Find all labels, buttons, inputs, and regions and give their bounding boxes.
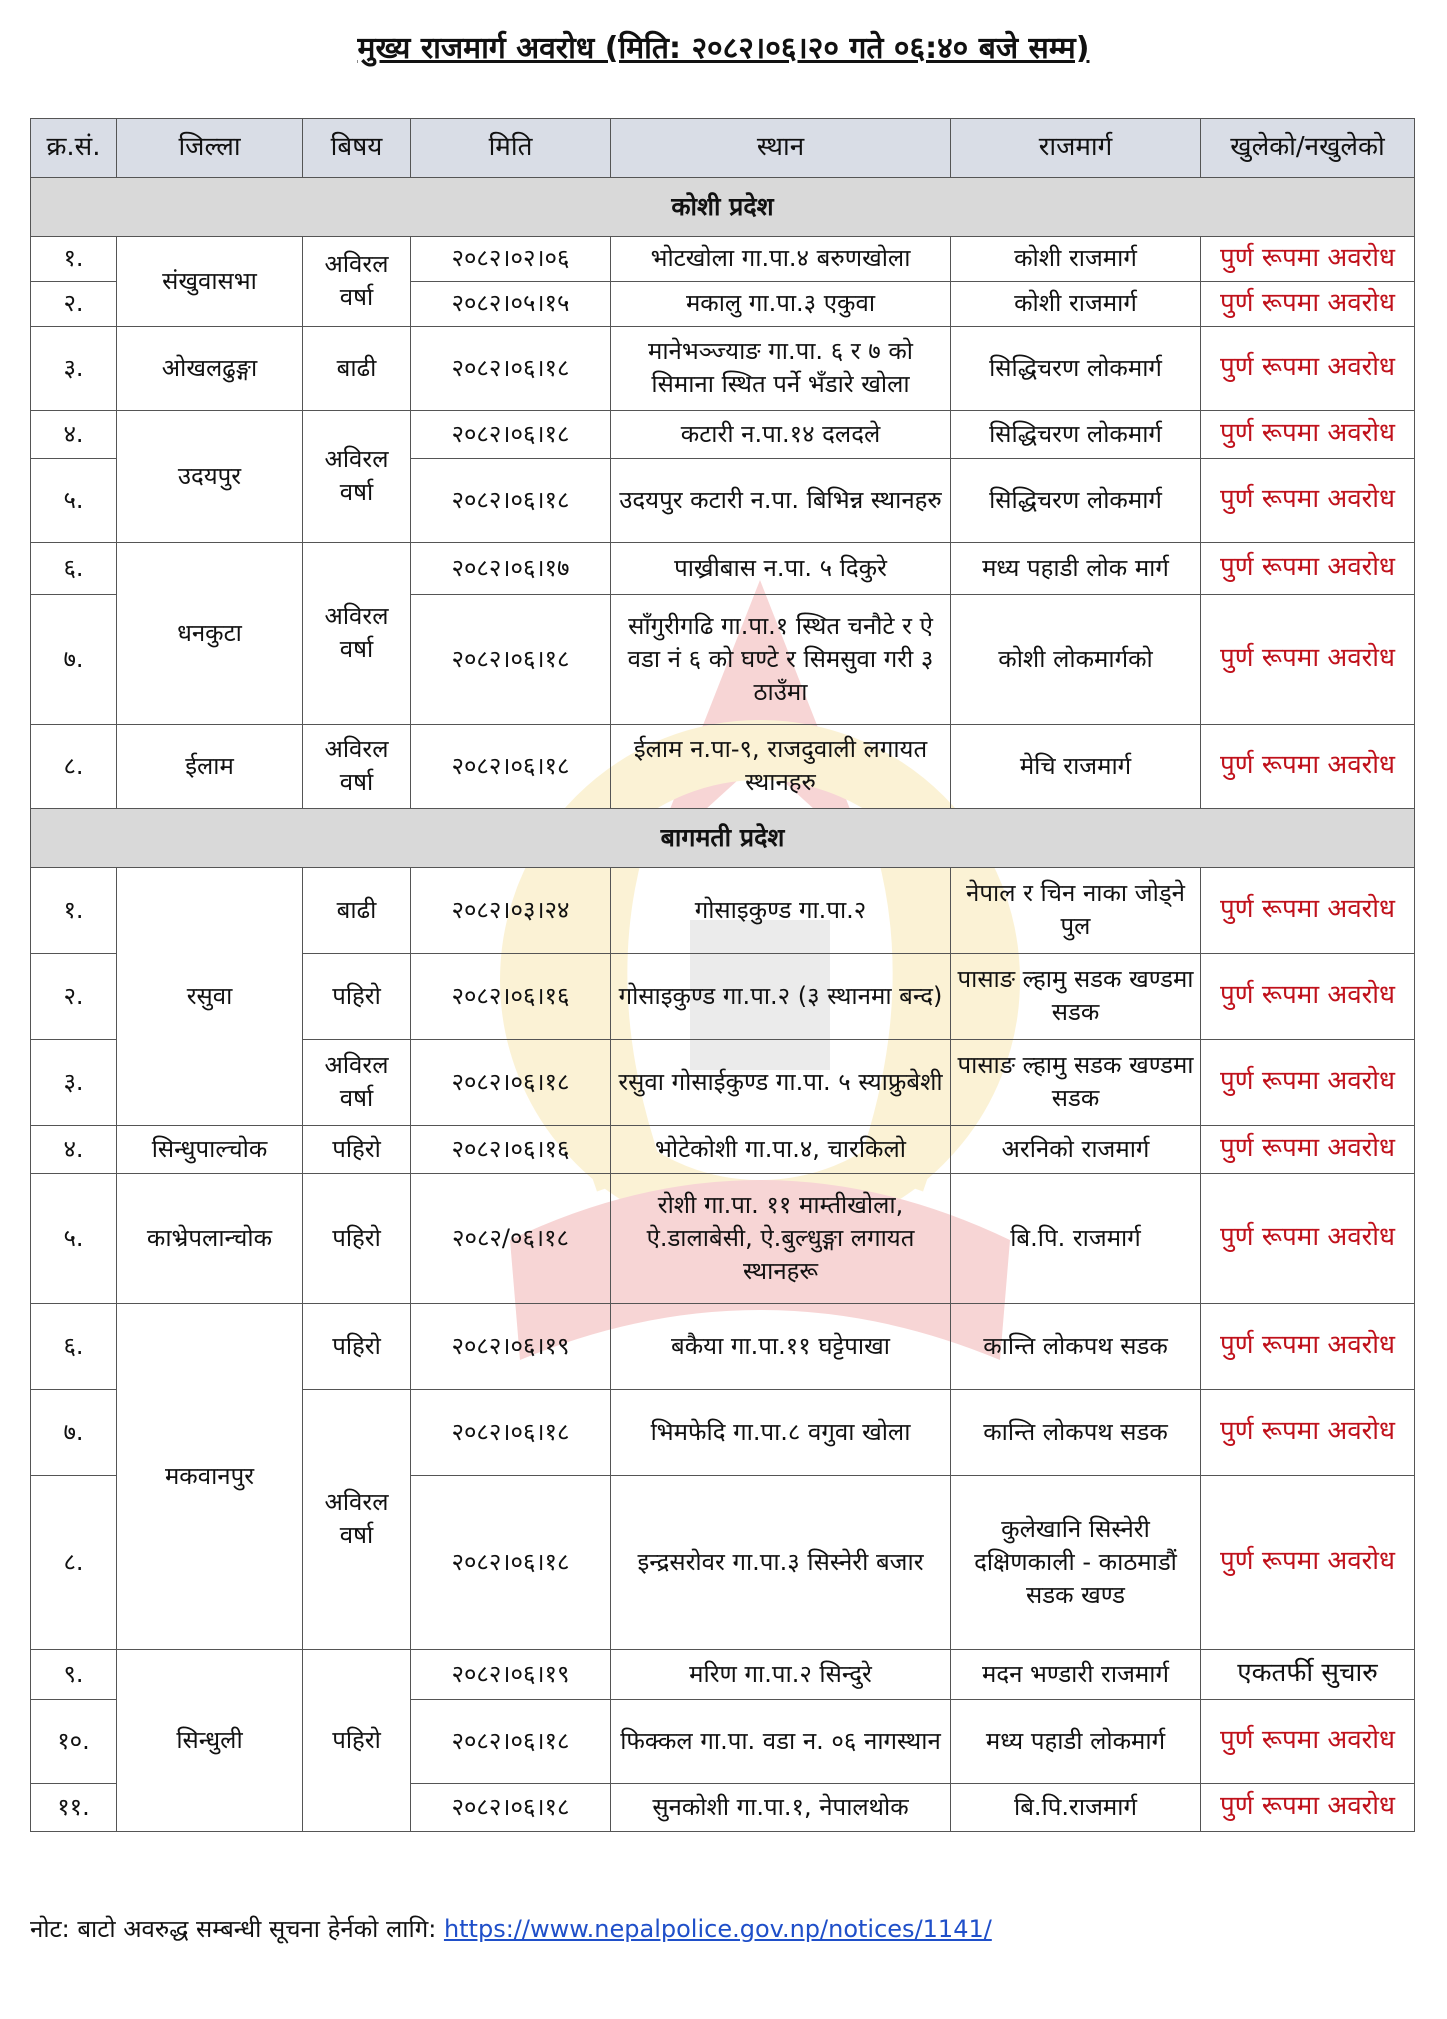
cell-place: भोटखोला गा.पा.४ बरुणखोला [611,237,951,282]
cell-highway: सिद्धिचरण लोकमार्ग [951,458,1201,542]
cell-date: २०८२।०२।०६ [411,237,611,282]
cell-place: रसुवा गोसाईकुण्ड गा.पा. ५ स्याफ्रुबेशी [611,1039,951,1125]
table-row [31,542,1415,594]
cell-status: पुर्ण रूपमा अवरोध [1201,1303,1415,1389]
cell-highway: सिद्धिचरण लोकमार्ग [951,326,1201,410]
cell-serial: ८. [31,724,117,808]
cell-status: पुर्ण रूपमा अवरोध [1201,1475,1415,1649]
cell-serial: ४. [31,410,117,458]
cell-place: मकालु गा.पा.३ एकुवा [611,281,951,326]
cell-place: कटारी न.पा.१४ दलदले [611,410,951,458]
table-row [31,1173,1415,1303]
header-place: स्थान [611,119,951,178]
cell-status: पुर्ण रूपमा अवरोध [1201,237,1415,282]
cell-district: मकवानपुर [117,1303,303,1649]
cell-serial: २. [31,953,117,1039]
cell-status: पुर्ण रूपमा अवरोध [1201,1173,1415,1303]
cell-district: ओखलढुङ्गा [117,326,303,410]
cell-highway: अरनिको राजमार्ग [951,1125,1201,1173]
cell-district: धनकुटा [117,542,303,724]
table-row [31,867,1415,953]
cell-subject: अविरल वर्षा [303,724,411,808]
cell-highway: मध्य पहाडी लोकमार्ग [951,1699,1201,1783]
cell-status: पुर्ण रूपमा अवरोध [1201,1125,1415,1173]
cell-highway: कुलेखानि सिस्नेरी दक्षिणकाली - काठमाडौं सडक खण्ड [951,1475,1201,1649]
table-row [31,724,1415,808]
cell-highway: पासाङ ल्हामु सडक खण्डमा सडक [951,953,1201,1039]
cell-subject: अविरल वर्षा [303,237,411,327]
table-row [31,1649,1415,1699]
header-district: जिल्ला [117,119,303,178]
cell-district: काभ्रेपलान्चोक [117,1173,303,1303]
cell-place: ईलाम न.पा-९, राजदुवाली लगायत स्थानहरु [611,724,951,808]
cell-place: भिमफेदि गा.पा.८ वगुवा खोला [611,1389,951,1475]
cell-place: गोसाइकुण्ड गा.पा.२ [611,867,951,953]
note-text: नोट: बाटो अवरुद्ध सम्बन्धी सूचना हेर्नको लागि: [30,1915,444,1943]
page-title: मुख्य राजमार्ग अवरोध (मिति: २०८२।०६।२० गते ०६:४० बजे सम्म) [357,31,1090,66]
cell-serial: ५. [31,458,117,542]
cell-date: २०८२।०६।१६ [411,953,611,1039]
cell-place: भोटेकोशी गा.पा.४, चारकिलो [611,1125,951,1173]
cell-date: २०८२।०६।१८ [411,1783,611,1831]
cell-highway: मदन भण्डारी राजमार्ग [951,1649,1201,1699]
cell-date: २०८२।०६।१८ [411,1699,611,1783]
cell-place: सुनकोशी गा.पा.१, नेपालथोक [611,1783,951,1831]
cell-status: पुर्ण रूपमा अवरोध [1201,410,1415,458]
header-highway: राजमार्ग [951,119,1201,178]
cell-date: २०८२।०६।१६ [411,1125,611,1173]
cell-status: पुर्ण रूपमा अवरोध [1201,594,1415,724]
cell-highway: नेपाल र चिन नाका जोड्ने पुल [951,867,1201,953]
cell-highway: कोशी राजमार्ग [951,281,1201,326]
cell-highway: बि.पि.राजमार्ग [951,1783,1201,1831]
cell-status: पुर्ण रूपमा अवरोध [1201,458,1415,542]
cell-subject: अविरल वर्षा [303,410,411,542]
cell-serial: ३. [31,1039,117,1125]
cell-place: बकैया गा.पा.११ घट्टेपाखा [611,1303,951,1389]
table-header-row [31,119,1415,178]
cell-subject: पहिरो [303,1303,411,1389]
cell-status: पुर्ण रूपमा अवरोध [1201,953,1415,1039]
province-name: बागमती प्रदेश [31,808,1415,867]
cell-district: संखुवासभा [117,237,303,327]
cell-serial: ६. [31,542,117,594]
cell-place: मानेभञ्ज्याङ गा.पा. ६ र ७ को सिमाना स्थित पर्ने भँडारे खोला [611,326,951,410]
cell-date: २०८२।०६।१८ [411,1039,611,1125]
cell-date: २०८२।०६।१७ [411,542,611,594]
cell-status: पुर्ण रूपमा अवरोध [1201,867,1415,953]
table-row [31,1303,1415,1389]
province-name: कोशी प्रदेश [31,178,1415,237]
cell-serial: ६. [31,1303,117,1389]
table-row [31,1125,1415,1173]
cell-status: पुर्ण रूपमा अवरोध [1201,1783,1415,1831]
cell-district: उदयपुर [117,410,303,542]
cell-status: पुर्ण रूपमा अवरोध [1201,1039,1415,1125]
cell-place: साँगुरीगढि गा.पा.१ स्थित चनौटे र ऐ वडा नं ६ को घण्टे र सिमसुवा गरी ३ ठाउँमा [611,594,951,724]
cell-serial: ७. [31,594,117,724]
cell-highway: मेचि राजमार्ग [951,724,1201,808]
header-subject: बिषय [303,119,411,178]
cell-date: २०८२।०६।१८ [411,594,611,724]
cell-highway: कान्ति लोकपथ सडक [951,1303,1201,1389]
cell-status: पुर्ण रूपमा अवरोध [1201,724,1415,808]
cell-serial: ११. [31,1783,117,1831]
cell-subject: अविरल वर्षा [303,1389,411,1649]
cell-serial: ५. [31,1173,117,1303]
cell-district: ईलाम [117,724,303,808]
cell-place: फिक्कल गा.पा. वडा न. ०६ नागस्थान [611,1699,951,1783]
cell-status: एकतर्फी सुचारु [1201,1649,1415,1699]
header-date: मिति [411,119,611,178]
cell-place: गोसाइकुण्ड गा.पा.२ (३ स्थानमा बन्द) [611,953,951,1039]
cell-serial: ९. [31,1649,117,1699]
footer-note [30,1912,992,1945]
header-serial: क्र.सं. [31,119,117,178]
cell-highway: कोशी राजमार्ग [951,237,1201,282]
cell-date: २०८२।०६।१८ [411,1389,611,1475]
cell-highway: पासाङ ल्हामु सडक खण्डमा सडक [951,1039,1201,1125]
cell-date: २०८२।०६।१८ [411,326,611,410]
cell-subject: अविरल वर्षा [303,1039,411,1125]
cell-subject: पहिरो [303,1173,411,1303]
province-row-koshi [31,178,1415,237]
cell-highway: कोशी लोकमार्गको [951,594,1201,724]
cell-highway: मध्य पहाडी लोक मार्ग [951,542,1201,594]
cell-place: मरिण गा.पा.२ सिन्दुरे [611,1649,951,1699]
cell-date: २०८२।०५।१५ [411,281,611,326]
cell-highway: सिद्धिचरण लोकमार्ग [951,410,1201,458]
cell-subject: अविरल वर्षा [303,542,411,724]
cell-date: २०८२।०३।२४ [411,867,611,953]
cell-district: सिन्धुपाल्चोक [117,1125,303,1173]
cell-serial: ४. [31,1125,117,1173]
table-row [31,237,1415,282]
cell-serial: ७. [31,1389,117,1475]
cell-date: २०८२/०६।१८ [411,1173,611,1303]
cell-highway: कान्ति लोकपथ सडक [951,1389,1201,1475]
roadblock-table [30,118,1415,1832]
province-row-bagmati [31,808,1415,867]
cell-subject: बाढी [303,326,411,410]
cell-place: रोशी गा.पा. ११ माम्तीखोला, ऐ.डालाबेसी, ऐ.बुल्धुङ्गा लगायत स्थानहरू [611,1173,951,1303]
cell-subject: पहिरो [303,953,411,1039]
cell-date: २०८२।०६।१८ [411,458,611,542]
cell-date: २०८२।०६।१८ [411,410,611,458]
cell-date: २०८२।०६।१८ [411,724,611,808]
cell-serial: १. [31,237,117,282]
cell-serial: १०. [31,1699,117,1783]
cell-serial: १. [31,867,117,953]
cell-status: पुर्ण रूपमा अवरोध [1201,1699,1415,1783]
cell-place: उदयपुर कटारी न.पा. बिभिन्न स्थानहरु [611,458,951,542]
cell-serial: २. [31,281,117,326]
cell-status: पुर्ण रूपमा अवरोध [1201,326,1415,410]
table-row [31,326,1415,410]
cell-status: पुर्ण रूपमा अवरोध [1201,281,1415,326]
cell-place: इन्द्रसरोवर गा.पा.३ सिस्नेरी बजार [611,1475,951,1649]
cell-district: सिन्धुली [117,1649,303,1831]
cell-status: पुर्ण रूपमा अवरोध [1201,1389,1415,1475]
cell-date: २०८२।०६।१९ [411,1649,611,1699]
cell-subject: बाढी [303,867,411,953]
cell-highway: बि.पि. राजमार्ग [951,1173,1201,1303]
cell-place: पाख्रीबास न.पा. ५ दिकुरे [611,542,951,594]
table-row [31,410,1415,458]
cell-subject: पहिरो [303,1125,411,1173]
cell-status: पुर्ण रूपमा अवरोध [1201,542,1415,594]
cell-district: रसुवा [117,867,303,1125]
cell-serial: ८. [31,1475,117,1649]
header-status: खुलेको/नखुलेको [1201,119,1415,178]
cell-date: २०८२।०६।१८ [411,1475,611,1649]
cell-serial: ३. [31,326,117,410]
cell-date: २०८२।०६।१९ [411,1303,611,1389]
cell-subject: पहिरो [303,1649,411,1831]
notice-link[interactable]: https://www.nepalpolice.gov.np/notices/1141/ [443,1915,992,1943]
